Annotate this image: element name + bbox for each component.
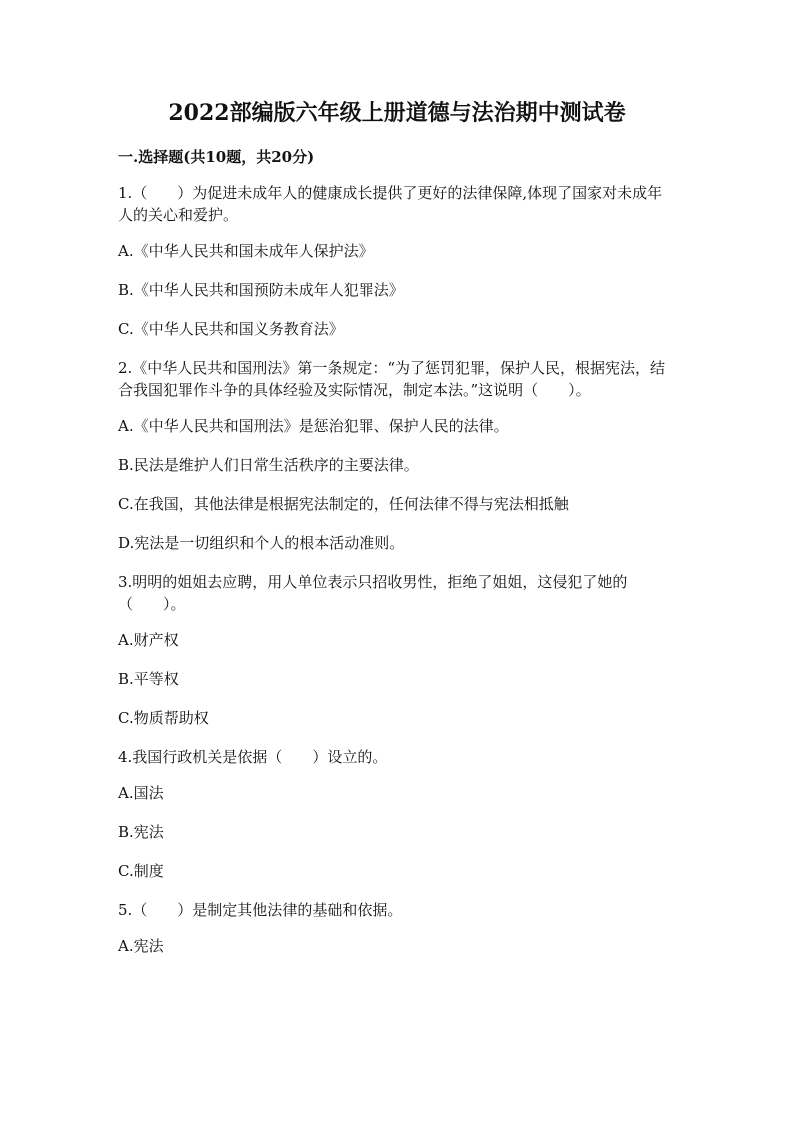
question-2-option-b: B.民法是维护人们日常生活秩序的主要法律。 (118, 456, 419, 474)
question-3-option-a: A.财产权 (118, 631, 179, 649)
question-4-option-c: C.制度 (118, 862, 164, 880)
question-2: 2.《中华人民共和国刑法》第一条规定：“为了惩罚犯罪，保护人民，根据宪法，结合我国犯罪作斗争的具体经验及实际情况，制定本法。”这说明（ ）。 (118, 359, 665, 399)
question-1: 1.（ ）为促进未成年人的健康成长提供了更好的法律保障,体现了国家对未成年人的关心和爱护。 (118, 184, 663, 224)
question-1-option-a: A.《中华人民共和国未成年人保护法》 (118, 242, 374, 260)
question-4-option-a: A.国法 (118, 784, 164, 802)
question-2-option-c: C.在我国，其他法律是根据宪法制定的，任何法律不得与宪法相抵触 (118, 495, 569, 513)
question-3-option-b: B.平等权 (118, 670, 179, 688)
question-1-option-b: B.《中华人民共和国预防未成年人犯罪法》 (118, 281, 404, 299)
section-heading: 一.选择题(共10题，共20分) (118, 148, 315, 166)
question-2-option-a: A.《中华人民共和国刑法》是惩治犯罪、保护人民的法律。 (118, 417, 509, 435)
document-title: 2022部编版六年级上册道德与法治期中测试卷 (168, 100, 626, 126)
question-3: 3.明明的姐姐去应聘，用人单位表示只招收男性，拒绝了姐姐，这侵犯了她的（ ）。 (118, 573, 628, 613)
question-1-option-c: C.《中华人民共和国义务教育法》 (118, 320, 344, 338)
question-4-option-b: B.宪法 (118, 823, 164, 841)
question-3-option-c: C.物质帮助权 (118, 709, 209, 727)
question-5: 5.（ ）是制定其他法律的基础和依据。 (118, 901, 403, 919)
question-4: 4.我国行政机关是依据（ ）设立的。 (118, 748, 388, 766)
question-5-option-a: A.宪法 (118, 937, 164, 955)
question-2-option-d: D.宪法是一切组织和个人的根本活动准则。 (118, 534, 405, 552)
